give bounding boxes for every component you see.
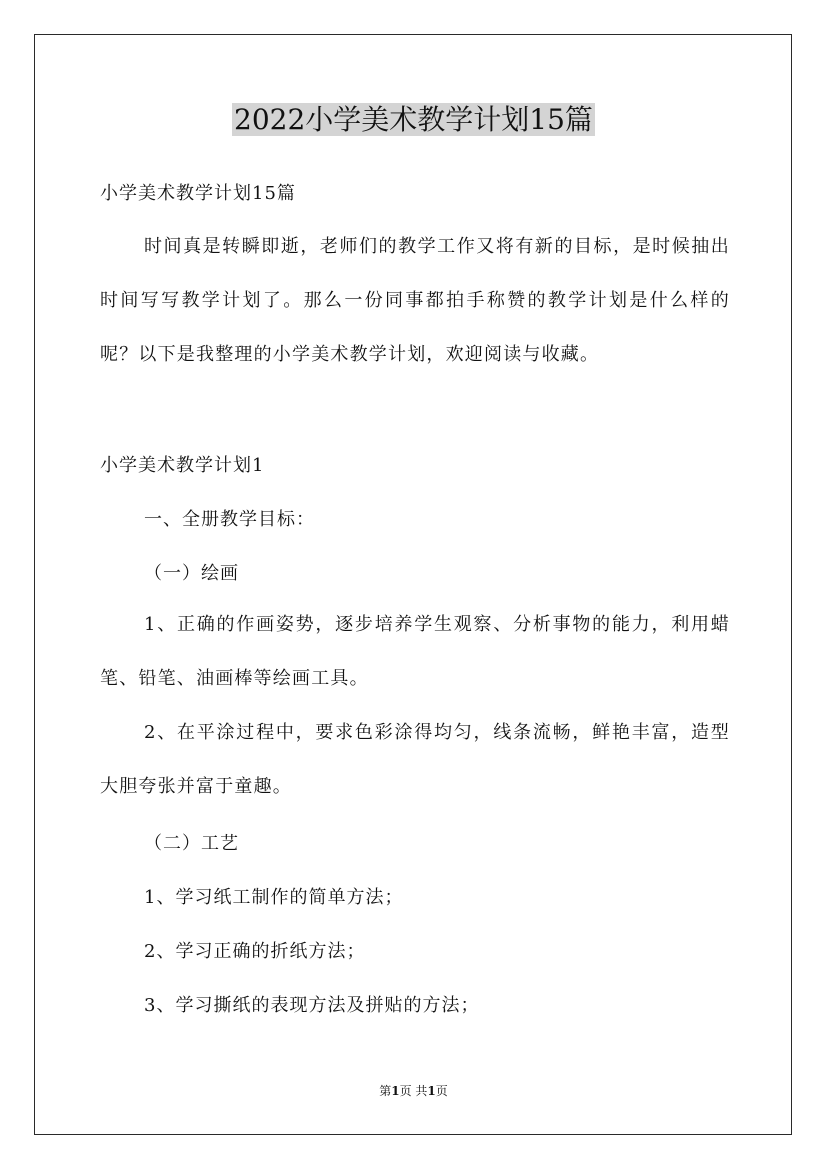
footer-mid: 页 共 bbox=[399, 1084, 428, 1098]
footer-page-total: 1 bbox=[427, 1084, 436, 1098]
document-title bbox=[0, 100, 827, 140]
painting-item-1: 1、正确的作画姿势，逐步培养学生观察、分析事物的能力，利用蜡笔、铅笔、油画棒等绘画工具。 bbox=[100, 614, 730, 689]
section-heading: 小学美术教学计划1 bbox=[100, 455, 265, 476]
painting-heading: （一）绘画 bbox=[144, 563, 239, 584]
craft-item-2: 2、学习正确的折纸方法； bbox=[144, 941, 366, 962]
document-title-text: 2022小学美术教学计划15篇 bbox=[234, 103, 593, 136]
painting-item-2: 2、在平涂过程中，要求色彩涂得均匀，线条流畅，鲜艳丰富，造型大胆夸张并富于童趣。 bbox=[100, 722, 730, 797]
intro-paragraph: 时间真是转瞬即逝，老师们的教学工作又将有新的目标，是时候抽出时间写写教学计划了。那么一份同事都拍手称赞的教学计划是什么样的呢？以下是我整理的小学美术教学计划，欢迎阅读与收藏。 bbox=[100, 236, 730, 365]
page-footer bbox=[0, 1082, 827, 1100]
craft-heading: （二）工艺 bbox=[144, 833, 239, 854]
goal-heading: 一、全册教学目标： bbox=[144, 509, 315, 530]
document-subtitle: 小学美术教学计划15篇 bbox=[100, 183, 296, 204]
footer-prefix: 第 bbox=[379, 1084, 392, 1098]
footer-suffix: 页 bbox=[435, 1084, 448, 1098]
craft-item-1: 1、学习纸工制作的简单方法； bbox=[144, 887, 404, 908]
footer-page-number: 1 bbox=[391, 1084, 400, 1098]
craft-item-3: 3、学习撕纸的表现方法及拼贴的方法； bbox=[144, 995, 480, 1016]
